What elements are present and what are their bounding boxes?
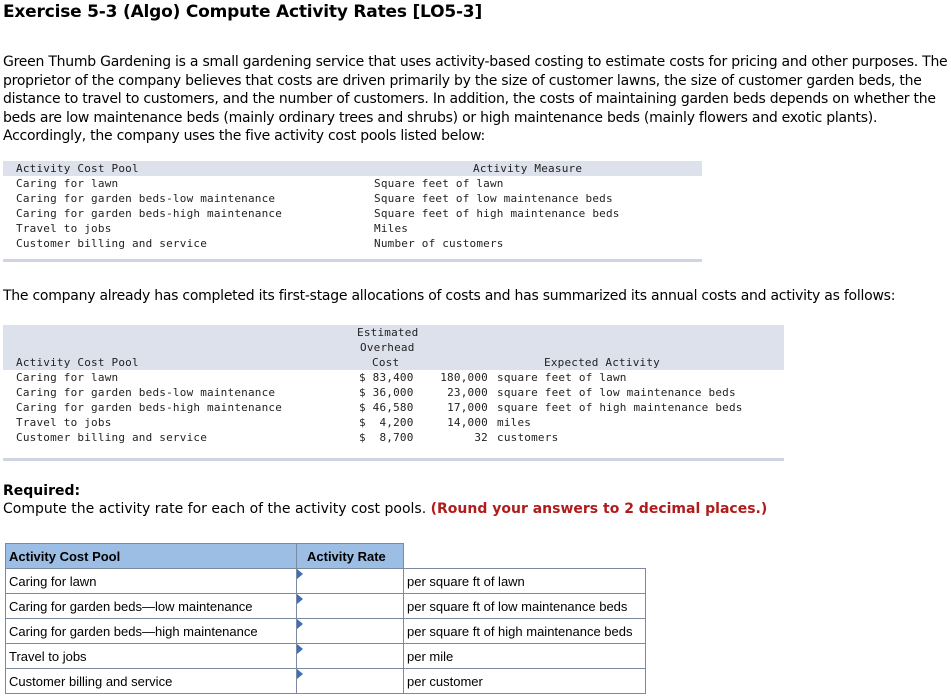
- answer-unit-label: per square ft of low maintenance beds: [404, 594, 646, 619]
- answer-pool-label: Travel to jobs: [6, 644, 297, 669]
- activity-rate-input[interactable]: [297, 570, 403, 592]
- table1-measure: Number of customers: [374, 237, 504, 250]
- answer-row: [6, 594, 646, 619]
- required-heading: Required:: [3, 483, 81, 499]
- activity-rate-input[interactable]: [297, 595, 403, 617]
- answer-rate-cell: [297, 619, 404, 644]
- input-marker-icon: [297, 644, 303, 654]
- table1-pool: Caring for garden beds-high maintenance: [16, 207, 283, 220]
- table2-cost: $ 36,000: [359, 386, 414, 399]
- activity-rate-input[interactable]: [297, 645, 403, 667]
- answer-header-rate: Activity Rate: [297, 544, 404, 569]
- activity-rate-input[interactable]: [297, 620, 403, 642]
- table2-pool: Travel to jobs: [16, 416, 112, 429]
- table2-unit: customers: [497, 431, 559, 444]
- table1-header-pool: Activity Cost Pool: [16, 162, 139, 175]
- answer-pool-label: Caring for garden beds—low maintenance: [6, 594, 297, 619]
- input-marker-icon: [297, 669, 303, 679]
- table1-measure: Square feet of lawn: [374, 177, 504, 190]
- table2-cost: $ 4,200: [359, 416, 414, 429]
- table1-measure: Miles: [374, 222, 409, 235]
- table2-header-activity: Expected Activity: [544, 356, 660, 369]
- table1-measure: Square feet of high maintenance beds: [374, 207, 620, 220]
- table1-pool: Customer billing and service: [16, 237, 208, 250]
- table2-unit: square feet of high maintenance beds: [497, 401, 743, 414]
- table2-pool: Caring for garden beds-low maintenance: [16, 386, 276, 399]
- answer-rate-cell: [297, 594, 404, 619]
- answer-rate-cell: [297, 569, 404, 594]
- answer-row: [6, 669, 646, 694]
- table2-cost: $ 8,700: [359, 431, 414, 444]
- rounding-note: (Round your answers to 2 decimal places.): [430, 501, 768, 517]
- answer-unit-label: per square ft of lawn: [404, 569, 646, 594]
- answer-row: [6, 569, 646, 594]
- input-marker-icon: [297, 619, 303, 629]
- table2-cost: $ 83,400: [359, 371, 414, 384]
- required-text: Compute the activity rate for each of the activity cost pools.: [3, 501, 431, 517]
- table2-quantity: 14,000: [447, 416, 488, 429]
- answer-pool-label: Caring for garden beds—high maintenance: [6, 619, 297, 644]
- answer-unit-label: per mile: [404, 644, 646, 669]
- answer-header-blank: [404, 544, 646, 569]
- answer-row: [6, 644, 646, 669]
- table2-pool: Caring for garden beds-high maintenance: [16, 401, 283, 414]
- table2-header-cost: Estimated: [357, 326, 419, 339]
- table2-unit: miles: [497, 416, 532, 429]
- table2-quantity: 23,000: [447, 386, 488, 399]
- table2-unit: square feet of lawn: [497, 371, 627, 384]
- required-instruction: [3, 500, 767, 518]
- table2-unit: square feet of low maintenance beds: [497, 386, 736, 399]
- table2-header-pool: Activity Cost Pool: [16, 356, 139, 369]
- answer-rate-cell: [297, 669, 404, 694]
- activity-rate-input[interactable]: [297, 670, 403, 692]
- required-section: [3, 482, 767, 518]
- overhead-activity-table: [3, 325, 784, 465]
- input-marker-icon: [297, 569, 303, 579]
- answer-table: [5, 543, 646, 694]
- table2-pool: Caring for lawn: [16, 371, 119, 384]
- table2-header-cost: Cost: [372, 356, 400, 369]
- allocation-sentence: The company already has completed its first-stage allocations of costs and has summarized its annual costs and activity as follows:: [3, 288, 896, 304]
- table2-cost: $ 46,580: [359, 401, 414, 414]
- table1-pool: Travel to jobs: [16, 222, 112, 235]
- intro-paragraph: Green Thumb Gardening is a small gardening service that uses activity-based costing to estimate costs for pricing and other purposes. The proprietor of the company believes that costs are driven primarily by the size of customer lawns, the size of customer garden beds, the distance to travel to customers, and the number of customers. In addition, the costs of maintaining garden beds depends on whether the beds are low maintenance beds (mainly ordinary trees and shrubs) or high maintenance beds (mainly flowers and exotic plants). Accordingly, the company uses the five activity cost pools listed below:: [3, 54, 948, 145]
- answer-pool-label: Customer billing and service: [6, 669, 297, 694]
- answer-pool-label: Caring for lawn: [6, 569, 297, 594]
- table2-quantity: 180,000: [440, 371, 488, 384]
- table2-quantity: 17,000: [447, 401, 488, 414]
- table1-pool: Caring for lawn: [16, 177, 119, 190]
- table2-pool: Customer billing and service: [16, 431, 208, 444]
- activity-measure-table: [3, 161, 702, 265]
- exercise-title: Exercise 5-3 (Algo) Compute Activity Rates [LO5-3]: [3, 2, 483, 22]
- answer-unit-label: per square ft of high maintenance beds: [404, 619, 646, 644]
- table1-pool: Caring for garden beds-low maintenance: [16, 192, 276, 205]
- table2-header-cost: Overhead: [360, 341, 415, 354]
- input-marker-icon: [297, 594, 303, 604]
- answer-rate-cell: [297, 644, 404, 669]
- table1-measure: Square feet of low maintenance beds: [374, 192, 613, 205]
- table2-quantity: 32: [474, 431, 488, 444]
- answer-unit-label: per customer: [404, 669, 646, 694]
- answer-row: [6, 619, 646, 644]
- table1-header-measure: Activity Measure: [473, 162, 583, 175]
- answer-header-pool: Activity Cost Pool: [6, 544, 297, 569]
